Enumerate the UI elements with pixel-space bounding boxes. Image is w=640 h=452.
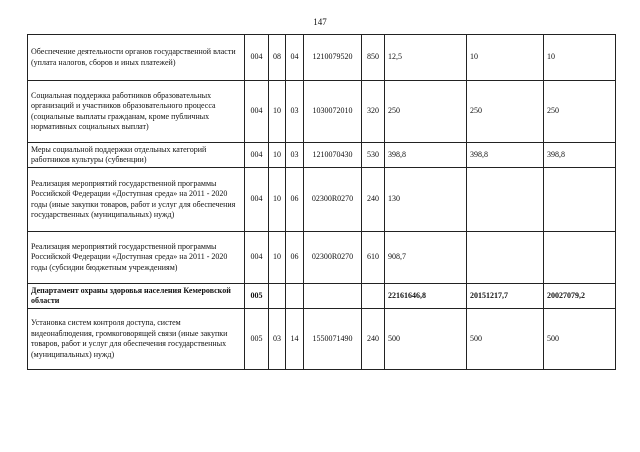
amount-year-1: 908,7 — [385, 232, 467, 284]
amount-year-2: 250 — [467, 81, 544, 143]
ministry-code: 004 — [245, 232, 269, 284]
budget-table — [27, 34, 616, 370]
expense-type-code: 530 — [362, 143, 385, 168]
department-row — [28, 284, 616, 309]
ministry-code: 004 — [245, 35, 269, 81]
subsection-code: 04 — [286, 35, 304, 81]
amount-year-3: 500 — [544, 309, 616, 370]
amount-year-2 — [467, 232, 544, 284]
table-row — [28, 143, 616, 168]
ministry-code: 004 — [245, 81, 269, 143]
row-name: Реализация мероприятий государственной программы Российской Федерации «Доступная среда» на 2011 - 2020 годы (субсидии бюджетным учреждениям) — [28, 232, 245, 284]
table-row — [28, 81, 616, 143]
expense-type-code — [362, 284, 385, 309]
amount-year-3 — [544, 168, 616, 232]
row-name: Реализация мероприятий государственной программы Российской Федерации «Доступная среда» на 2011 - 2020 годы (иные закупки товаров, работ и услуг для обеспечения государственных (муниципальных) нужд) — [28, 168, 245, 232]
table-row — [28, 232, 616, 284]
table-row — [28, 35, 616, 81]
target-article-code: 02300R0270 — [304, 168, 362, 232]
amount-year-2: 20151217,7 — [467, 284, 544, 309]
amount-year-2 — [467, 168, 544, 232]
subsection-code: 14 — [286, 309, 304, 370]
amount-year-3: 20027079,2 — [544, 284, 616, 309]
section-code — [269, 284, 286, 309]
amount-year-2: 398,8 — [467, 143, 544, 168]
amount-year-2: 10 — [467, 35, 544, 81]
expense-type-code: 320 — [362, 81, 385, 143]
target-article-code — [304, 284, 362, 309]
expense-type-code: 610 — [362, 232, 385, 284]
target-article-code: 1210070430 — [304, 143, 362, 168]
section-code: 10 — [269, 81, 286, 143]
ministry-code: 004 — [245, 143, 269, 168]
subsection-code: 03 — [286, 81, 304, 143]
page-number: 147 — [313, 17, 327, 27]
section-code: 10 — [269, 232, 286, 284]
ministry-code: 004 — [245, 168, 269, 232]
amount-year-3: 398,8 — [544, 143, 616, 168]
amount-year-2: 500 — [467, 309, 544, 370]
target-article-code: 1030072010 — [304, 81, 362, 143]
row-name: Установка систем контроля доступа, систем видеонаблюдения, громкоговорящей связи (иные закупки товаров, работ и услуг для обеспечения государственных (муниципальных) нужд) — [28, 309, 245, 370]
table-row — [28, 309, 616, 370]
department-name: Департамент охраны здоровья населения Кемеровской области — [28, 284, 245, 309]
subsection-code: 03 — [286, 143, 304, 168]
table-row — [28, 168, 616, 232]
amount-year-1: 12,5 — [385, 35, 467, 81]
expense-type-code: 240 — [362, 168, 385, 232]
section-code: 08 — [269, 35, 286, 81]
ministry-code: 005 — [245, 309, 269, 370]
ministry-code: 005 — [245, 284, 269, 309]
expense-type-code: 240 — [362, 309, 385, 370]
target-article-code: 1210079520 — [304, 35, 362, 81]
subsection-code — [286, 284, 304, 309]
amount-year-1: 130 — [385, 168, 467, 232]
section-code: 03 — [269, 309, 286, 370]
row-name: Меры социальной поддержки отдельных категорий работников культуры (субвенции) — [28, 143, 245, 168]
section-code: 10 — [269, 168, 286, 232]
subsection-code: 06 — [286, 168, 304, 232]
section-code: 10 — [269, 143, 286, 168]
row-name: Социальная поддержка работников образовательных организаций и участников образовательного процесса (социальные выплаты гражданам, кроме публичных нормативных социальных выплат) — [28, 81, 245, 143]
amount-year-1: 500 — [385, 309, 467, 370]
amount-year-3: 250 — [544, 81, 616, 143]
amount-year-3: 10 — [544, 35, 616, 81]
target-article-code: 02300R0270 — [304, 232, 362, 284]
amount-year-3 — [544, 232, 616, 284]
row-name: Обеспечение деятельности органов государственной власти (уплата налогов, сборов и иных платежей) — [28, 35, 245, 81]
amount-year-1: 22161646,8 — [385, 284, 467, 309]
expense-type-code: 850 — [362, 35, 385, 81]
amount-year-1: 250 — [385, 81, 467, 143]
target-article-code: 1550071490 — [304, 309, 362, 370]
subsection-code: 06 — [286, 232, 304, 284]
amount-year-1: 398,8 — [385, 143, 467, 168]
